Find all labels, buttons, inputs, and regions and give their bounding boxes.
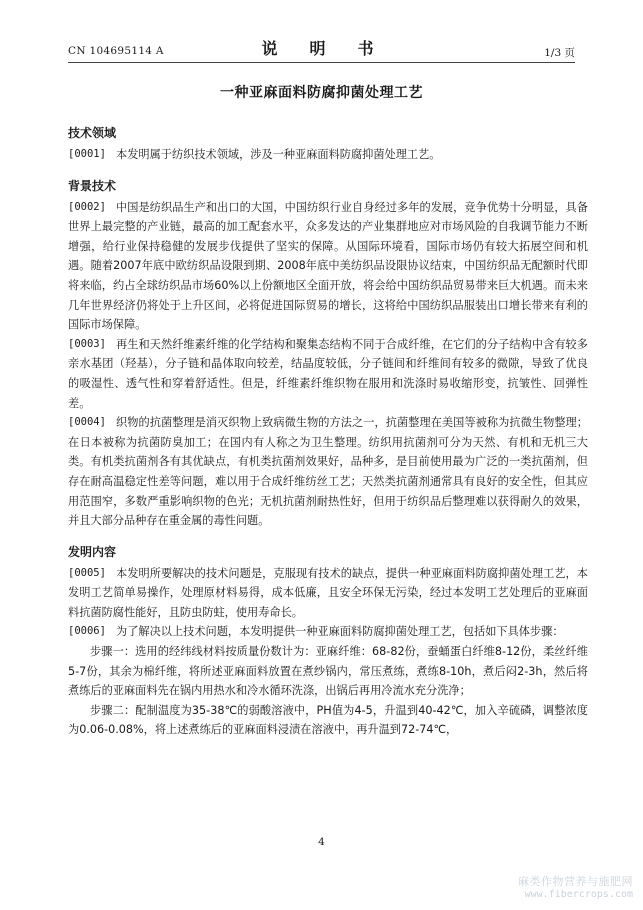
paragraph-0001 — [68, 145, 588, 165]
page-number: 4 — [318, 836, 325, 848]
paragraph-0002 — [68, 198, 588, 335]
document-body — [68, 122, 588, 740]
paragraph-number: [0002] — [68, 200, 106, 213]
step-one: 步骤一：选用的经纬线材料按质量份数计为：亚麻纤维：68-82份，蚕蛹蛋白纤维8-12份，柔丝纤维5-7份，其余为棉纤维，将所述亚麻面料放置在煮纱锅内，常压煮练，煮练8-10h，煮后闷2-3h，然后将煮练后的亚麻面料先在锅内用热水和冷水循环洗涤，出锅后再用冷流水充分洗净； — [68, 645, 588, 698]
document-type: 说 明 书 — [261, 39, 382, 58]
paragraph-text: 本发明属于纺织技术领域，涉及一种亚麻面料防腐抑菌处理工艺。 — [116, 148, 441, 161]
paragraph-text: 本发明所要解决的技术问题是，克服现有技术的缺点，提供一种亚麻面料防腐抑菌处理工艺，本发明工艺简单易操作，处理原材料易得，成本低廉，且安全环保无污染，经过本发明工艺处理后的亚麻面料抗菌防腐性能好，且防虫防蛀，使用寿命长。 — [68, 566, 588, 619]
watermark-url: www.fibercrops.com — [524, 889, 633, 900]
section-heading-invention: 发明内容 — [68, 544, 117, 559]
header-divider — [68, 62, 575, 63]
section-heading-tech-field: 技术领域 — [68, 126, 117, 140]
paragraph-text: 中国是纺织品生产和出口的大国，中国纺织行业自身经过多年的发展，竞争优势十分明显，具备世界上最完整的产业链，最高的加工配套水平，众多发达的产业集群地应对市场风险的自我调节能力不断增强，给行业保持稳健的发展步伐提供了坚实的保障。从国际环境看，国际市场仍有较大拓展空间和机遇。随着2007年底中欧纺织品设限到期、2008年底中美纺织品设限协议结束，中国纺织品无配额时代即将来临，约占全球纺织品市场60%以上份额地区全面开放，将会给中国纺织品贸易带来巨大机遇。而未来几年世界经济仍将处于上升区间，必将促进国际贸易的增长，这将给中国纺织品服装出口增长带来有利的国际市场保障。 — [68, 200, 588, 332]
page-of: 1/3 页 — [544, 47, 575, 59]
paragraph-text: 再生和天然纤维素纤维的化学结构和聚集态结构不同于合成纤维，在它们的分子结构中含有较多亲水基团（羟基），分子链和晶体取向较差，结晶度较低，分子链间和纤维间有较多的微隙，导致了优良的吸湿性、透气性和穿着舒适性。但是，纤维素纤维织物在服用和洗涤时易收缩形变，抗皱性、回弹性差。 — [68, 337, 588, 410]
watermark-text: 麻类作物营养与施肥网 — [518, 875, 633, 888]
paragraph-number: [0006] — [68, 625, 106, 638]
section-heading-background: 背景技术 — [68, 178, 117, 193]
paragraph-0003 — [68, 335, 588, 413]
paragraph-number: [0001] — [68, 148, 106, 160]
paragraph-number: [0004] — [68, 416, 106, 429]
document-title: 一种亚麻面料防腐抑菌处理工艺 — [220, 85, 423, 101]
paragraph-0004 — [68, 413, 588, 531]
paragraph-0005 — [68, 564, 588, 623]
site-watermark — [518, 873, 633, 900]
step-two: 步骤二：配制温度为35-38℃的弱酸溶液中，PH值为4-5，升温到40-42℃，加入辛硫磷，调整浓度为0.06-0.08%，将上述煮练后的亚麻面料浸渍在溶液中，再升温到72-74℃， — [68, 703, 588, 737]
paragraph-number: [0005] — [68, 566, 106, 579]
paragraph-text: 为了解决以上技术问题，本发明提供一种亚麻面料防腐抑菌处理工艺，包括如下具体步骤： — [116, 625, 564, 639]
paragraph-text: 织物的抗菌整理是消灭织物上致病微生物的方法之一，抗菌整理在美国等被称为抗微生物整理；在日本被称为抗菌防臭加工；在国内有人称之为卫生整理。纺织用抗菌剂可分为天然、有机和无机三大类。有机类抗菌剂各有其优缺点，有机类抗菌剂效果好，品种多，是目前使用最为广泛的一类抗菌剂，但存在耐高温稳定性差等问题，难以用于合成纤维纺丝工艺；天然类抗菌剂通常具有良好的安全性，但其应用范围窄，多数严重影响织物的色光；无机抗菌剂耐热性好，但用于纺织品后整理难以获得耐久的效果，并且大部分品种存在重金属的毒性问题。 — [68, 416, 588, 528]
patent-number: CN 104695114 A — [68, 45, 164, 57]
paragraph-0006 — [68, 622, 588, 642]
paragraph-number: [0003] — [68, 337, 106, 350]
page-header — [68, 36, 575, 62]
